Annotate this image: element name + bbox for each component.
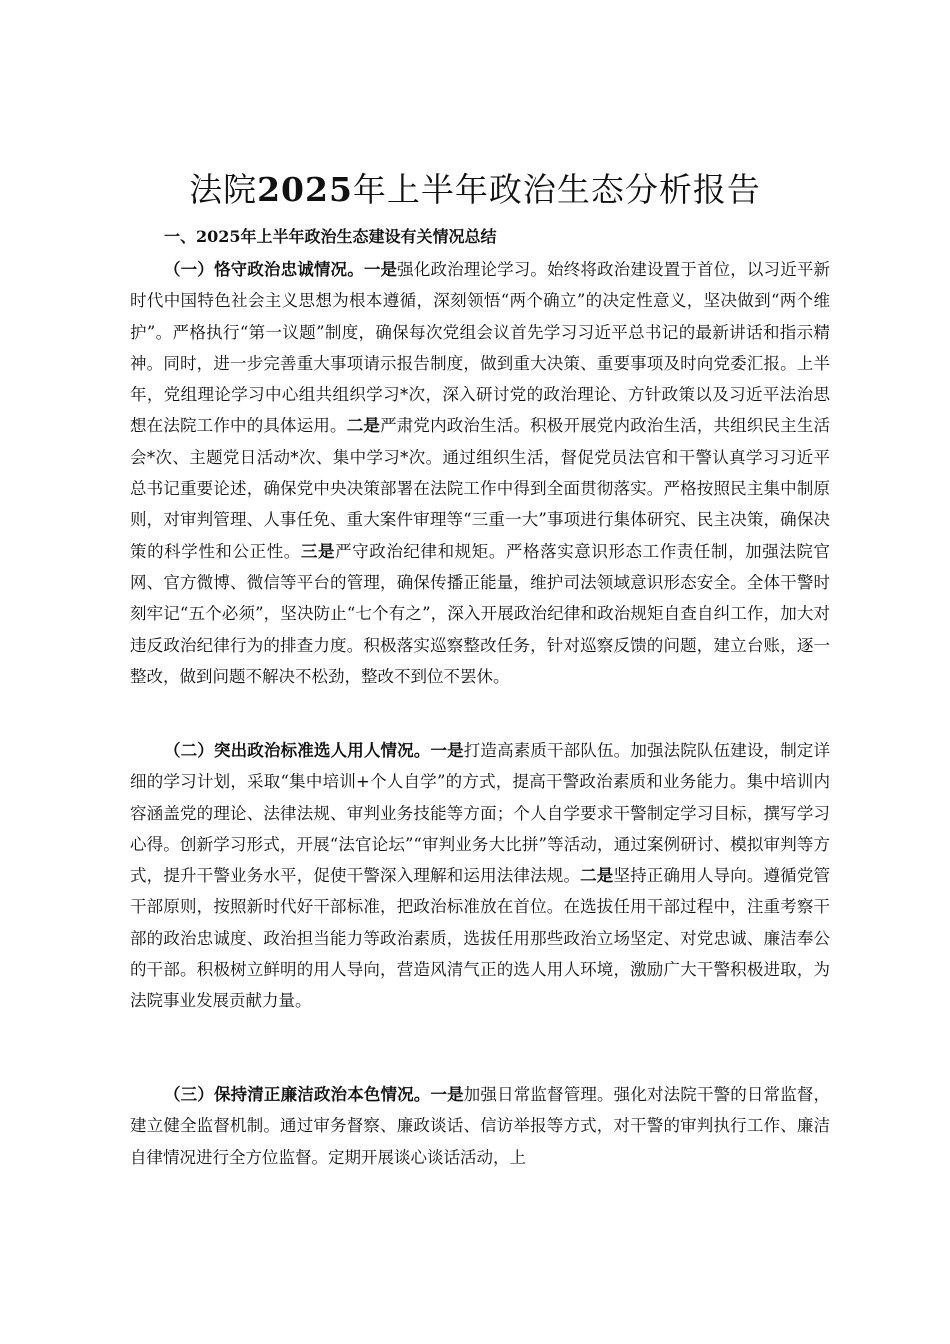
title-year: 2025 (257, 170, 353, 209)
paragraph-heading: （一）恪守政治忠诚情况。 (164, 260, 364, 279)
paragraph-cadre-selection (130, 735, 830, 1017)
point-text: 打造高素质干部队伍。加强法院队伍建设，制定详细的学习计划，采取“集中培训+个人自学”的方式，提高干警政治素质和业务能力。集中培训内容涵盖党的理论、法律法规、审判业务技能等方面；个人自学要求干警制定学习目标，撰写学习心得。创新学习形式，开展“法官论坛”“审判业务大比拼”等活动，通过案例研讨、模拟审判等方式，提升干警业务水平，促使干警深入理解和运用法律法规。 (130, 741, 831, 886)
point-lead: 一是 (430, 1085, 464, 1104)
paragraph-heading: （二）突出政治标准选人用人情况。 (164, 741, 431, 760)
point-lead: 三是 (300, 541, 336, 561)
point-text: 严守政治纪律和规矩。严格落实意识形态工作责任制，加强法院官网、官方微博、微信等平台的管理，确保传播正能量，维护司法领域意识形态安全。全体干警时刻牢记“五个必须”，坚决防止“七个有之”，深入开展政治纪律和政治规矩自查自纠工作，加大对违反政治纪律行为的排查力度。积极落实巡察整改任务，针对巡察反馈的问题，建立台账，逐一整改，做到问题不解决不松劲，整改不到位不罢休。 (130, 541, 831, 686)
point-lead: 二是 (346, 416, 381, 436)
point-lead: 一是 (363, 260, 398, 279)
point-text: 强化政治理论学习。始终将政治建设置于首位，以习近平新时代中国特色社会主义思想为根本遵循，深刻领悟“两个确立”的决定性意义，坚决做到“两个维护”。严格执行“第一议题”制度，确保每次党组会议首先学习习近平总书记的最新讲话和指示精神。同时，进一步完善重大事项请示报告制度，做到重大决策、重要事项及时向党委汇报。上半年，党组理论学习中心组共组织学习*次，深入研讨党的政治理论、方针政策以及习近平法治思想在法院工作中的具体运用。 (130, 260, 831, 436)
title-suffix: 年上半年政治生态分析报告 (352, 170, 761, 209)
paragraph-political-loyalty (130, 254, 830, 692)
point-text: 加强日常监督管理。强化对法院干警的日常监督，建立健全监督机制。通过审务督察、廉政谈话、信访举报等方式，对干警的审判执行工作、廉洁自律情况进行全方位监督。定期开展谈心谈话活动，上 (130, 1085, 831, 1167)
point-lead: 二是 (580, 866, 614, 886)
document-title (0, 164, 950, 216)
point-lead: 一是 (430, 741, 464, 760)
paragraph-integrity (130, 1079, 830, 1173)
point-text: 严肃党内政治生活。积极开展党内政治生活，共组织民主生活会*次、主题党日活动*次、集中学习*次。通过组织生活，督促党员法官和干警认真学习习近平总书记重要论述，确保党中央决策部署在法院工作中得到全面贯彻落实。严格按照民主集中制原则，对审判管理、人事任免、重大案件审理等“三重一大”事项进行集体研究、民主决策，确保决策的科学性和公正性。 (130, 416, 831, 561)
point-text: 坚持正确用人导向。遵循党管干部原则，按照新时代好干部标准，把政治标准放在首位。在选拔任用干部过程中，注重考察干部的政治忠诚度、政治担当能力等政治素质，选拔任用那些政治立场坚定、对党忠诚、廉洁奉公的干部。积极树立鲜明的用人导向，营造风清气正的选人用人环境，激励广大干警积极进取，为法院事业发展贡献力量。 (130, 866, 831, 1011)
section-heading: 一、2025年上半年政治生态建设有关情况总结 (164, 227, 497, 246)
title-prefix: 法院 (189, 170, 258, 209)
paragraph-heading: （三）保持清正廉洁政治本色情况。 (164, 1085, 431, 1104)
